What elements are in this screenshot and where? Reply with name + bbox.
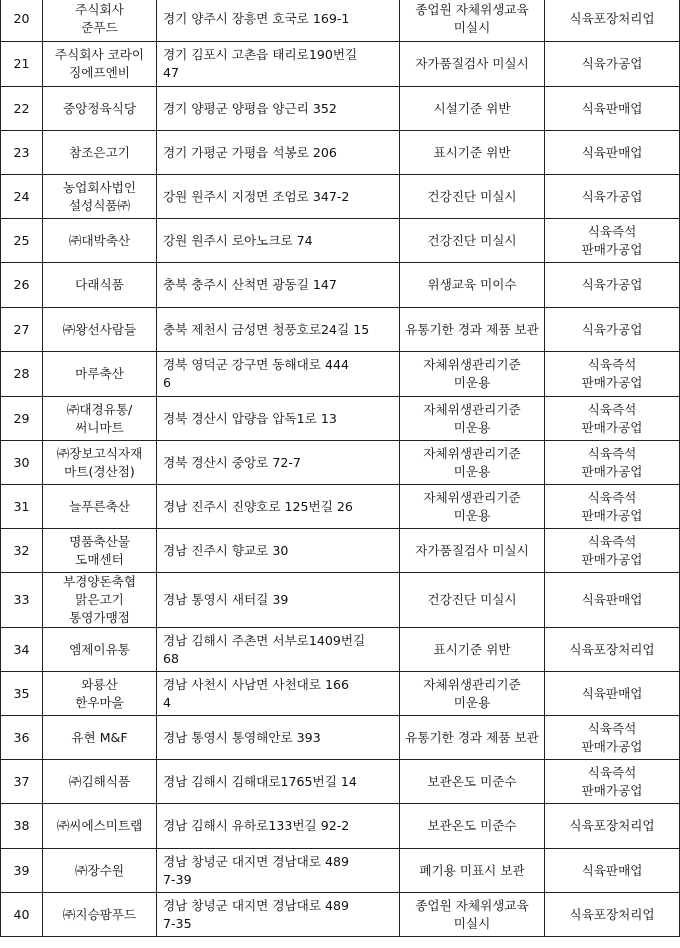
violation-cell — [400, 760, 545, 804]
business-type-line: 판매가공업 — [581, 738, 643, 754]
violation-line: 보관온도 미준수 — [427, 818, 517, 833]
table-row — [1, 485, 680, 529]
table-row — [1, 308, 680, 352]
business-type-line: 식육포장처리업 — [569, 818, 655, 833]
business-type-line: 식육판매업 — [581, 144, 643, 160]
business-type-line: 판매가공업 — [581, 419, 643, 435]
business-name-cell — [43, 672, 157, 716]
business-type-line: 식육즉석 — [587, 445, 637, 461]
business-name-cell — [43, 308, 157, 352]
business-name-line: ㈜대경유통/ — [66, 401, 133, 417]
address-line: 47 — [163, 65, 180, 80]
violation-line: 미운용 — [453, 463, 491, 479]
row-number-cell: 35 — [1, 672, 43, 716]
business-type-cell — [545, 131, 680, 175]
business-name-line: 한우마을 — [75, 694, 124, 710]
business-name-cell — [43, 131, 157, 175]
table-row — [1, 87, 680, 131]
business-type-cell — [545, 760, 680, 804]
address-cell — [157, 441, 400, 485]
business-type-line: 판매가공업 — [581, 507, 643, 523]
business-type-cell — [545, 219, 680, 263]
violation-line: 자가품질검사 미실시 — [415, 56, 529, 71]
business-type-line: 식육가공업 — [581, 277, 643, 292]
business-type-line: 식육판매업 — [581, 100, 643, 116]
violation-line: 유통기한 경과 제품 보관 — [405, 729, 539, 745]
violation-cell — [400, 131, 545, 175]
business-type-cell — [545, 672, 680, 716]
row-number-cell: 31 — [1, 485, 43, 529]
business-name-line: 도매센터 — [75, 551, 124, 567]
business-type-line: 식육즉석 — [587, 720, 637, 736]
violation-line: 미운용 — [453, 694, 491, 710]
business-type-line: 식육즉석 — [587, 764, 637, 780]
business-name-cell — [43, 441, 157, 485]
row-number-cell: 34 — [1, 628, 43, 672]
row-number-cell: 38 — [1, 804, 43, 849]
address-line: 경북 경산시 압량읍 압독1로 13 — [163, 410, 337, 426]
business-name-line: 주식회사 — [75, 2, 124, 17]
address-line: 경남 진주시 진양호로 125번길 26 — [163, 498, 353, 514]
business-name-line: 참조은고기 — [69, 144, 130, 160]
violation-cell — [400, 849, 545, 893]
table-row — [1, 529, 680, 573]
business-type-cell — [545, 893, 680, 937]
violation-line: 표시기준 위반 — [433, 641, 511, 657]
table-row — [1, 716, 680, 760]
table-row — [1, 263, 680, 308]
table-row — [1, 219, 680, 263]
address-cell — [157, 42, 400, 87]
row-number-cell: 36 — [1, 716, 43, 760]
violation-cell — [400, 485, 545, 529]
address-cell — [157, 308, 400, 352]
table-row — [1, 175, 680, 219]
row-number-cell: 33 — [1, 573, 43, 628]
business-type-line: 식육판매업 — [581, 592, 643, 607]
row-number-cell: 39 — [1, 849, 43, 893]
business-type-cell — [545, 175, 680, 219]
violation-cell — [400, 573, 545, 628]
business-name-line: 마루축산 — [75, 366, 124, 381]
business-type-cell — [545, 87, 680, 131]
address-cell — [157, 87, 400, 131]
table-row — [1, 352, 680, 397]
address-cell — [157, 804, 400, 849]
table-row — [1, 441, 680, 485]
business-name-line: 명품축산물 — [69, 533, 130, 549]
address-line: 4 — [163, 694, 172, 710]
violation-line: 미실시 — [453, 915, 491, 931]
violation-line: 자체위생관리기준 — [423, 357, 521, 372]
business-type-cell — [545, 397, 680, 441]
violation-cell — [400, 893, 545, 937]
table-row — [1, 42, 680, 87]
address-line: 경기 양주시 장흥면 호국로 169-1 — [163, 11, 350, 26]
business-name-cell — [43, 804, 157, 849]
table-row — [1, 672, 680, 716]
business-name-line: 징에프엔비 — [69, 65, 130, 80]
violation-line: 위생교육 미이수 — [427, 277, 517, 292]
business-name-line: 중앙정육식당 — [63, 100, 136, 116]
address-line: 7-39 — [163, 871, 192, 887]
business-type-cell — [545, 0, 680, 42]
address-cell — [157, 0, 400, 42]
violation-line: 미실시 — [453, 20, 491, 35]
violation-cell — [400, 175, 545, 219]
business-name-cell — [43, 849, 157, 893]
row-number-cell: 37 — [1, 760, 43, 804]
business-type-cell — [545, 441, 680, 485]
violation-line: 시설기준 위반 — [433, 100, 511, 116]
violation-cell — [400, 42, 545, 87]
violation-line: 건강진단 미실시 — [427, 188, 517, 204]
address-line: 경남 창녕군 대지면 경남대로 489 — [163, 897, 350, 913]
violation-cell — [400, 352, 545, 397]
business-type-line: 식육포장처리업 — [569, 906, 655, 922]
business-name-line: 농업회사법인 — [63, 179, 136, 195]
address-line: 경기 양평군 양평읍 양근리 352 — [163, 100, 337, 116]
violation-line: 건강진단 미실시 — [427, 232, 517, 248]
business-name-line: ㈜대박축산 — [68, 232, 131, 248]
business-name-cell — [43, 42, 157, 87]
business-name-line: ㈜씨에스미트랩 — [56, 818, 143, 833]
business-type-cell — [545, 849, 680, 893]
address-line: 경남 김해시 유하로133번길 92-2 — [163, 818, 350, 833]
address-line: 경북 경산시 중앙로 72-7 — [163, 454, 301, 470]
table-row — [1, 893, 680, 937]
violation-line: 자체위생관리기준 — [423, 489, 521, 505]
business-name-cell — [43, 716, 157, 760]
violation-line: 자가품질검사 미실시 — [415, 542, 529, 558]
business-type-line: 판매가공업 — [581, 782, 643, 798]
business-type-cell — [545, 628, 680, 672]
violation-cell — [400, 529, 545, 573]
business-name-line: ㈜지승팜푸드 — [62, 906, 137, 922]
violation-cell — [400, 87, 545, 131]
business-type-cell — [545, 352, 680, 397]
business-type-line: 식육판매업 — [581, 685, 643, 701]
business-type-cell — [545, 716, 680, 760]
business-name-line: 준푸드 — [81, 20, 118, 35]
business-type-line: 판매가공업 — [581, 241, 643, 257]
address-line: 경남 김해시 주촌면 서부로1409번길 — [163, 632, 366, 648]
business-name-line: ㈜왕선사람들 — [62, 321, 137, 337]
address-line: 6 — [163, 375, 172, 390]
row-number-cell: 26 — [1, 263, 43, 308]
address-cell — [157, 263, 400, 308]
row-number-cell: 32 — [1, 529, 43, 573]
violation-cell — [400, 672, 545, 716]
address-line: 경남 통영시 새터길 39 — [163, 592, 289, 607]
row-number-cell: 25 — [1, 219, 43, 263]
business-name-line: ㈜김해식품 — [68, 773, 131, 789]
business-name-line: 다래식품 — [75, 277, 124, 292]
business-name-cell — [43, 529, 157, 573]
table-row — [1, 131, 680, 175]
business-type-line: 식육즉석 — [587, 401, 637, 417]
business-type-cell — [545, 529, 680, 573]
address-line: 68 — [163, 650, 180, 666]
business-type-cell — [545, 308, 680, 352]
violation-cell — [400, 441, 545, 485]
business-type-cell — [545, 263, 680, 308]
address-line: 7-35 — [163, 915, 192, 931]
address-line: 경북 영덕군 강구면 동해대로 444 — [163, 357, 350, 372]
address-line: 경기 가평군 가평읍 석봉로 206 — [163, 144, 337, 160]
business-name-cell — [43, 263, 157, 308]
violation-line: 자체위생관리기준 — [423, 676, 521, 692]
violation-line: 종업원 자체위생교육 — [415, 2, 529, 17]
business-name-cell — [43, 893, 157, 937]
violation-line: 보관온도 미준수 — [427, 773, 517, 789]
business-name-cell — [43, 0, 157, 42]
table-row — [1, 628, 680, 672]
row-number-cell: 40 — [1, 893, 43, 937]
address-cell — [157, 175, 400, 219]
violation-line: 유통기한 경과 제품 보관 — [405, 321, 539, 337]
violation-line: 자체위생관리기준 — [423, 445, 521, 461]
business-name-line: ㈜장보고식자재 — [56, 445, 143, 461]
business-name-line: 써니마트 — [75, 419, 124, 435]
business-type-line: 판매가공업 — [581, 551, 643, 567]
business-type-line: 식육포장처리업 — [569, 11, 655, 26]
row-number-cell: 30 — [1, 441, 43, 485]
address-cell — [157, 760, 400, 804]
business-name-line: 부경양돈축협 — [63, 574, 136, 589]
violation-cell — [400, 219, 545, 263]
violations-table-body — [1, 0, 680, 937]
address-line: 경남 진주시 향교로 30 — [163, 542, 289, 558]
violation-line: 폐기용 미표시 보관 — [419, 862, 525, 878]
address-cell — [157, 573, 400, 628]
table-row — [1, 397, 680, 441]
row-number-cell: 28 — [1, 352, 43, 397]
address-line: 강원 원주시 지정면 조엄로 347-2 — [163, 188, 350, 204]
business-name-cell — [43, 352, 157, 397]
business-name-cell — [43, 87, 157, 131]
violation-cell — [400, 716, 545, 760]
address-cell — [157, 131, 400, 175]
business-name-line: 와룡산 — [81, 676, 118, 692]
address-cell — [157, 716, 400, 760]
business-type-line: 식육즉석 — [587, 489, 637, 505]
address-cell — [157, 849, 400, 893]
business-name-line: 유현 M&F — [71, 729, 128, 745]
violation-cell — [400, 628, 545, 672]
business-name-cell — [43, 485, 157, 529]
business-name-line: 설성식품㈜ — [68, 197, 131, 213]
address-cell — [157, 397, 400, 441]
business-name-cell — [43, 573, 157, 628]
address-line: 경남 통영시 통영해안로 393 — [163, 729, 321, 745]
row-number-cell: 22 — [1, 87, 43, 131]
business-type-line: 식육판매업 — [581, 862, 643, 878]
violation-cell — [400, 804, 545, 849]
violation-line: 건강진단 미실시 — [427, 592, 517, 607]
address-line: 충북 충주시 산척면 광동길 147 — [163, 277, 337, 292]
violation-cell — [400, 397, 545, 441]
business-type-line: 식육즉석 — [587, 357, 637, 372]
business-type-cell — [545, 804, 680, 849]
row-number-cell: 23 — [1, 131, 43, 175]
violation-line: 미운용 — [453, 507, 491, 523]
business-name-line: ㈜장수원 — [74, 862, 125, 878]
business-name-cell — [43, 628, 157, 672]
business-name-line: 주식회사 코라이 — [54, 47, 145, 62]
row-number-cell: 20 — [1, 0, 43, 42]
row-number-cell: 24 — [1, 175, 43, 219]
business-type-cell — [545, 485, 680, 529]
business-type-line: 식육포장처리업 — [569, 641, 655, 657]
violation-cell — [400, 263, 545, 308]
address-cell — [157, 672, 400, 716]
business-type-cell — [545, 42, 680, 87]
business-type-line: 식육즉석 — [587, 533, 637, 549]
address-line: 충북 제천시 금성면 청풍호로24길 15 — [163, 321, 370, 337]
row-number-cell: 29 — [1, 397, 43, 441]
business-name-line: 마트(경산점) — [64, 463, 135, 479]
violation-line: 자체위생관리기준 — [423, 401, 521, 417]
table-row — [1, 0, 680, 42]
violation-line: 종업원 자체위생교육 — [415, 897, 529, 913]
business-name-cell — [43, 397, 157, 441]
business-name-cell — [43, 219, 157, 263]
address-cell — [157, 352, 400, 397]
violation-line: 미운용 — [453, 419, 491, 435]
table-row — [1, 573, 680, 628]
business-name-line: 맑은고기 — [75, 592, 124, 607]
business-type-line: 식육즉석 — [587, 223, 637, 239]
violation-line: 표시기준 위반 — [433, 144, 511, 160]
address-cell — [157, 628, 400, 672]
business-name-cell — [43, 760, 157, 804]
address-line: 강원 원주시 로아노크로 74 — [163, 232, 313, 248]
violation-cell — [400, 0, 545, 42]
address-cell — [157, 529, 400, 573]
address-cell — [157, 219, 400, 263]
business-type-line: 식육가공업 — [581, 188, 643, 204]
business-name-line: 엠제이유통 — [69, 641, 130, 657]
table-row — [1, 760, 680, 804]
address-line: 경남 사천시 사남면 사천대로 166 — [163, 676, 350, 692]
address-line: 경남 김해시 김해대로1765번길 14 — [163, 773, 357, 789]
business-name-cell — [43, 175, 157, 219]
business-type-line: 판매가공업 — [581, 463, 643, 479]
row-number-cell: 27 — [1, 308, 43, 352]
address-line: 경남 창녕군 대지면 경남대로 489 — [163, 853, 350, 869]
row-number-cell: 21 — [1, 42, 43, 87]
violation-line: 미운용 — [453, 375, 491, 390]
business-name-line: 통영가맹점 — [69, 610, 130, 625]
business-type-cell — [545, 573, 680, 628]
table-row — [1, 804, 680, 849]
table-row — [1, 849, 680, 893]
business-type-line: 식육가공업 — [581, 56, 643, 71]
address-cell — [157, 485, 400, 529]
business-type-line: 식육가공업 — [581, 321, 643, 337]
address-cell — [157, 893, 400, 937]
business-type-line: 판매가공업 — [581, 375, 643, 390]
violation-cell — [400, 308, 545, 352]
business-name-line: 늘푸른축산 — [69, 498, 130, 514]
address-line: 경기 김포시 고촌읍 태리로190번길 — [163, 47, 358, 62]
